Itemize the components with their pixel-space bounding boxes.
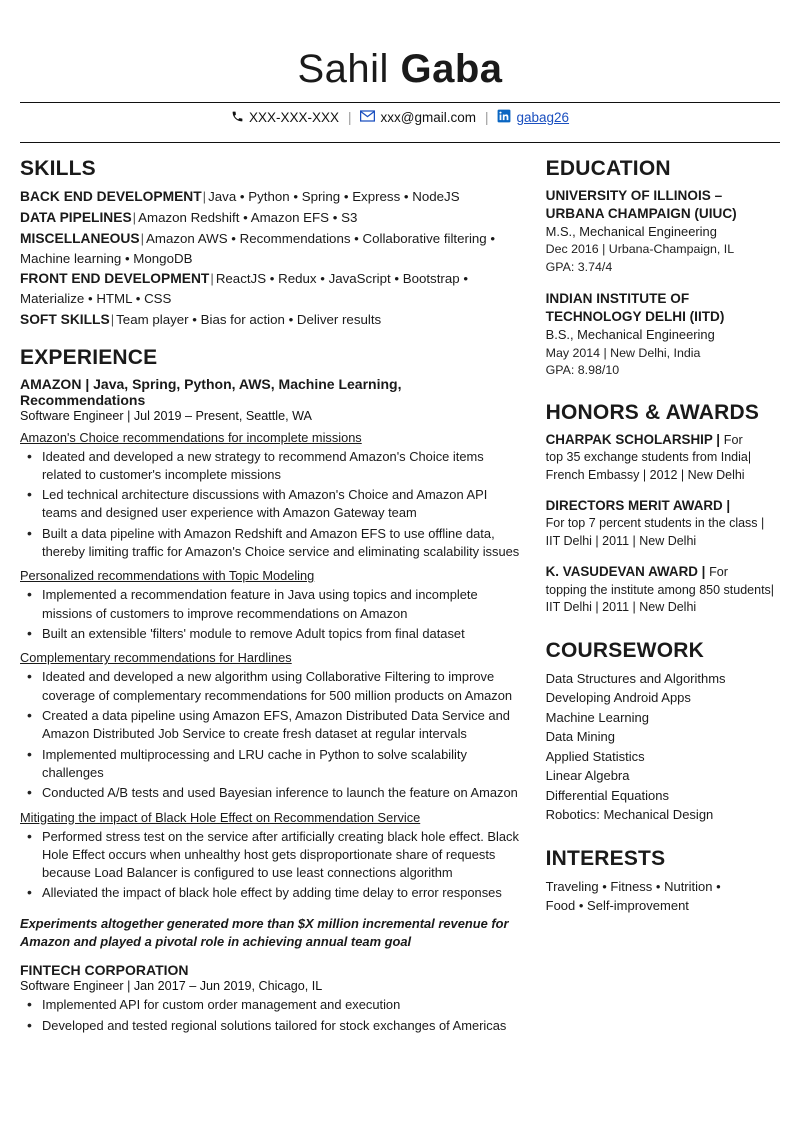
contact-separator-2: | (484, 110, 489, 125)
honors-heading: HONORS & AWARDS (545, 401, 760, 425)
skill-values: Amazon AWS • Recommendations • Collaborative filtering • Machine learning • MongoDB (20, 231, 496, 266)
bullet-item: • Developed and tested regional solutions tailored for stock exchanges of Americas (40, 1017, 524, 1035)
bullet-item: • Performed stress test on the service after artificially creating black hole effect. Black Hole Effect occurs when unhealthy host gets disproportionate share of requests because Load Balancer is configured to use least connections algorithm (40, 828, 524, 883)
job-header (20, 962, 524, 978)
resume-body (20, 157, 780, 1037)
bullet-item: • Built a data pipeline with Amazon Redshift and Amazon EFS to use offline data, thereby limiting traffic for Amazon's Choice service and eliminating scalability issues (40, 525, 524, 562)
envelope-icon (360, 110, 375, 125)
experience-highlight: Experiments altogether generated more than $X million incremental revenue for Amazon and played a pivotal role in achieving annual team goal (20, 915, 509, 950)
skill-category: DATA PIPELINES (20, 210, 132, 225)
award-name: K. VASUDEVAN AWARD | (545, 564, 706, 580)
education-school: INDIAN INSTITUTE OF TECHNOLOGY DELHI (IITD) (545, 291, 725, 324)
course-item: Linear Algebra (545, 768, 630, 784)
course-item: Differential Equations (545, 787, 669, 803)
interests-list (546, 877, 780, 916)
award-entry (546, 497, 780, 550)
skill-category: MISCELLANEOUS (20, 231, 140, 246)
bullet-item: • Implemented API for custom order management and execution (40, 996, 524, 1014)
interests-line: Traveling • Fitness • Nutrition • (545, 878, 721, 894)
bullet-item: • Implemented a recommendation feature in Java using topics and incomplete missions of customers to improve recommendations on Amazon (40, 586, 524, 623)
skill-category: SOFT SKILLS (20, 311, 110, 327)
last-name: Gaba (400, 47, 503, 91)
skill-row: MISCELLANEOUS| Amazon AWS • Recommendations • Collaborative filtering • Machine learning • MongoDB (20, 231, 496, 266)
award-title (546, 563, 780, 581)
award-title (546, 431, 780, 449)
resume-header (20, 18, 780, 143)
project-title: Personalized recommendations with Topic Modeling (20, 568, 315, 584)
bullet-item: • Alleviated the impact of black hole effect by adding time delay to error responses (40, 884, 524, 902)
bullet-item: • Ideated and developed a new strategy to recommend Amazon's Choice items related to customer's incomplete missions (40, 448, 524, 485)
award-title (546, 497, 780, 515)
skill-row: DATA PIPELINES| Amazon Redshift • Amazon EFS • S3 (20, 210, 358, 225)
education-entry (546, 290, 780, 379)
bullet-item: • Conducted A/B tests and used Bayesian inference to launch the feature on Amazon (40, 784, 524, 802)
award-title-tail: For (723, 433, 743, 448)
job-header (20, 376, 524, 408)
project-bullets (20, 586, 524, 643)
contact-divider (20, 142, 780, 143)
course-item: Developing Android Apps (545, 690, 691, 706)
coursework-heading: COURSEWORK (545, 638, 704, 662)
course-item: Data Structures and Algorithms (545, 670, 726, 686)
bullet-item: • Built an extensible 'filters' module to remove Adult topics from final dataset (40, 625, 524, 643)
experience-heading: EXPERIENCE (20, 345, 158, 369)
job-separator: | (85, 375, 94, 392)
project-title: Complementary recommendations for Hardlines (20, 650, 292, 666)
project-bullets (20, 828, 524, 903)
bullet-item: • Implemented multiprocessing and LRU cache in Python to solve scalability challenges (40, 746, 524, 783)
project-bullets (20, 996, 524, 1035)
email-item[interactable] (360, 110, 475, 125)
contact-bar (20, 103, 780, 130)
skill-row: SOFT SKILLS| Team player • Bias for action • Deliver results (20, 311, 382, 327)
phone-text: XXX-XXX-XXX (248, 110, 339, 125)
skill-values: Amazon Redshift • Amazon EFS • S3 (138, 210, 358, 225)
award-body: For top 7 percent students in the class | IIT Delhi | 2011 | New Delhi (545, 516, 765, 548)
candidate-name (20, 48, 780, 90)
experience-entry (20, 376, 524, 953)
education-date-location: Dec 2016 | Urbana-Champaign, IL (545, 242, 735, 257)
skill-values: Team player • Bias for action • Deliver results (116, 311, 382, 327)
education-heading: EDUCATION (545, 157, 671, 180)
course-item: Robotics: Mechanical Design (545, 807, 714, 823)
phone-item (231, 110, 339, 126)
course-item: Data Mining (545, 729, 616, 745)
award-title-tail: For (709, 565, 728, 580)
email-text[interactable]: xxx@gmail.com (380, 110, 476, 125)
interests-heading: INTERESTS (545, 846, 666, 870)
education-date-location: May 2014 | New Delhi, India (545, 345, 701, 360)
education-degree: M.S., Mechanical Engineering (545, 224, 717, 240)
company-name: FINTECH CORPORATION (20, 962, 189, 979)
linkedin-icon (497, 109, 511, 126)
skill-category: FRONT END DEVELOPMENT (20, 271, 210, 287)
contact-separator-1: | (347, 110, 352, 125)
job-meta: Software Engineer | Jul 2019 – Present, Seattle, WA (20, 408, 312, 423)
education-school: UNIVERSITY OF ILLINOIS – URBANA CHAMPAIGN (UIUC) (545, 188, 737, 221)
award-body: topping the institute among 850 students| IIT Delhi | 2011 | New Delhi (545, 582, 775, 615)
interests-line: Food • Self-improvement (545, 898, 689, 914)
skill-row: FRONT END DEVELOPMENT| ReactJS • Redux • JavaScript • Bootstrap • Materialize • HTML • CSS (20, 271, 468, 307)
bullet-item: • Ideated and developed a new algorithm using Collaborative Filtering to improve coverage of complementary recommendations for 500 million products on Amazon (40, 668, 524, 705)
bullet-item: • Led technical architecture discussions with Amazon's Choice and Amazon API teams and designed user experience with Amazon Gateway team (40, 486, 524, 523)
coursework-list (546, 669, 780, 825)
linkedin-item[interactable] (497, 109, 569, 126)
project-bullets (20, 448, 524, 562)
skill-values: Java • Python • Spring • Express • NodeJS (208, 189, 460, 204)
experience-entry (20, 962, 524, 1035)
skill-values: ReactJS • Redux • JavaScript • Bootstrap • Materialize • HTML • CSS (20, 271, 468, 307)
company-name: AMAZON (20, 375, 82, 392)
award-entry (546, 431, 780, 484)
first-name: Sahil (297, 47, 389, 91)
right-column (546, 157, 780, 1037)
project-bullets (20, 668, 524, 802)
award-entry (546, 563, 780, 616)
course-item: Applied Statistics (545, 748, 645, 764)
education-entry (546, 187, 780, 276)
skills-list (20, 187, 524, 330)
bullet-item: • Created a data pipeline using Amazon EFS, Amazon Distributed Data Service and Amazon Distributed Job Service to create fresh dataset at regular intervals (40, 707, 524, 744)
project-title: Amazon's Choice recommendations for incomplete missions (20, 429, 362, 445)
skill-row: BACK END DEVELOPMENT| Java • Python • Spring • Express • NodeJS (20, 189, 460, 204)
award-name: DIRECTORS MERIT AWARD | (545, 498, 731, 514)
linkedin-text[interactable]: gabag26 (516, 110, 570, 125)
education-gpa: GPA: 8.98/10 (545, 362, 620, 377)
education-gpa: GPA: 3.74/4 (545, 259, 613, 274)
skills-heading: SKILLS (20, 157, 96, 180)
job-meta: Software Engineer | Jan 2017 – Jun 2019, Chicago, IL (20, 979, 323, 994)
skill-category: BACK END DEVELOPMENT (20, 189, 202, 204)
job-tech: Java, Spring, Python, AWS, Machine Learning, Recommendations (20, 375, 402, 408)
left-column (20, 157, 524, 1037)
project-title: Mitigating the impact of Black Hole Effect on Recommendation Service (20, 809, 421, 825)
award-body: top 35 exchange students from India| French Embassy | 2012 | New Delhi (545, 450, 752, 482)
course-item: Machine Learning (545, 709, 649, 725)
phone-icon (231, 110, 244, 126)
education-degree: B.S., Mechanical Engineering (545, 327, 715, 343)
award-name: CHARPAK SCHOLARSHIP | (545, 432, 721, 448)
